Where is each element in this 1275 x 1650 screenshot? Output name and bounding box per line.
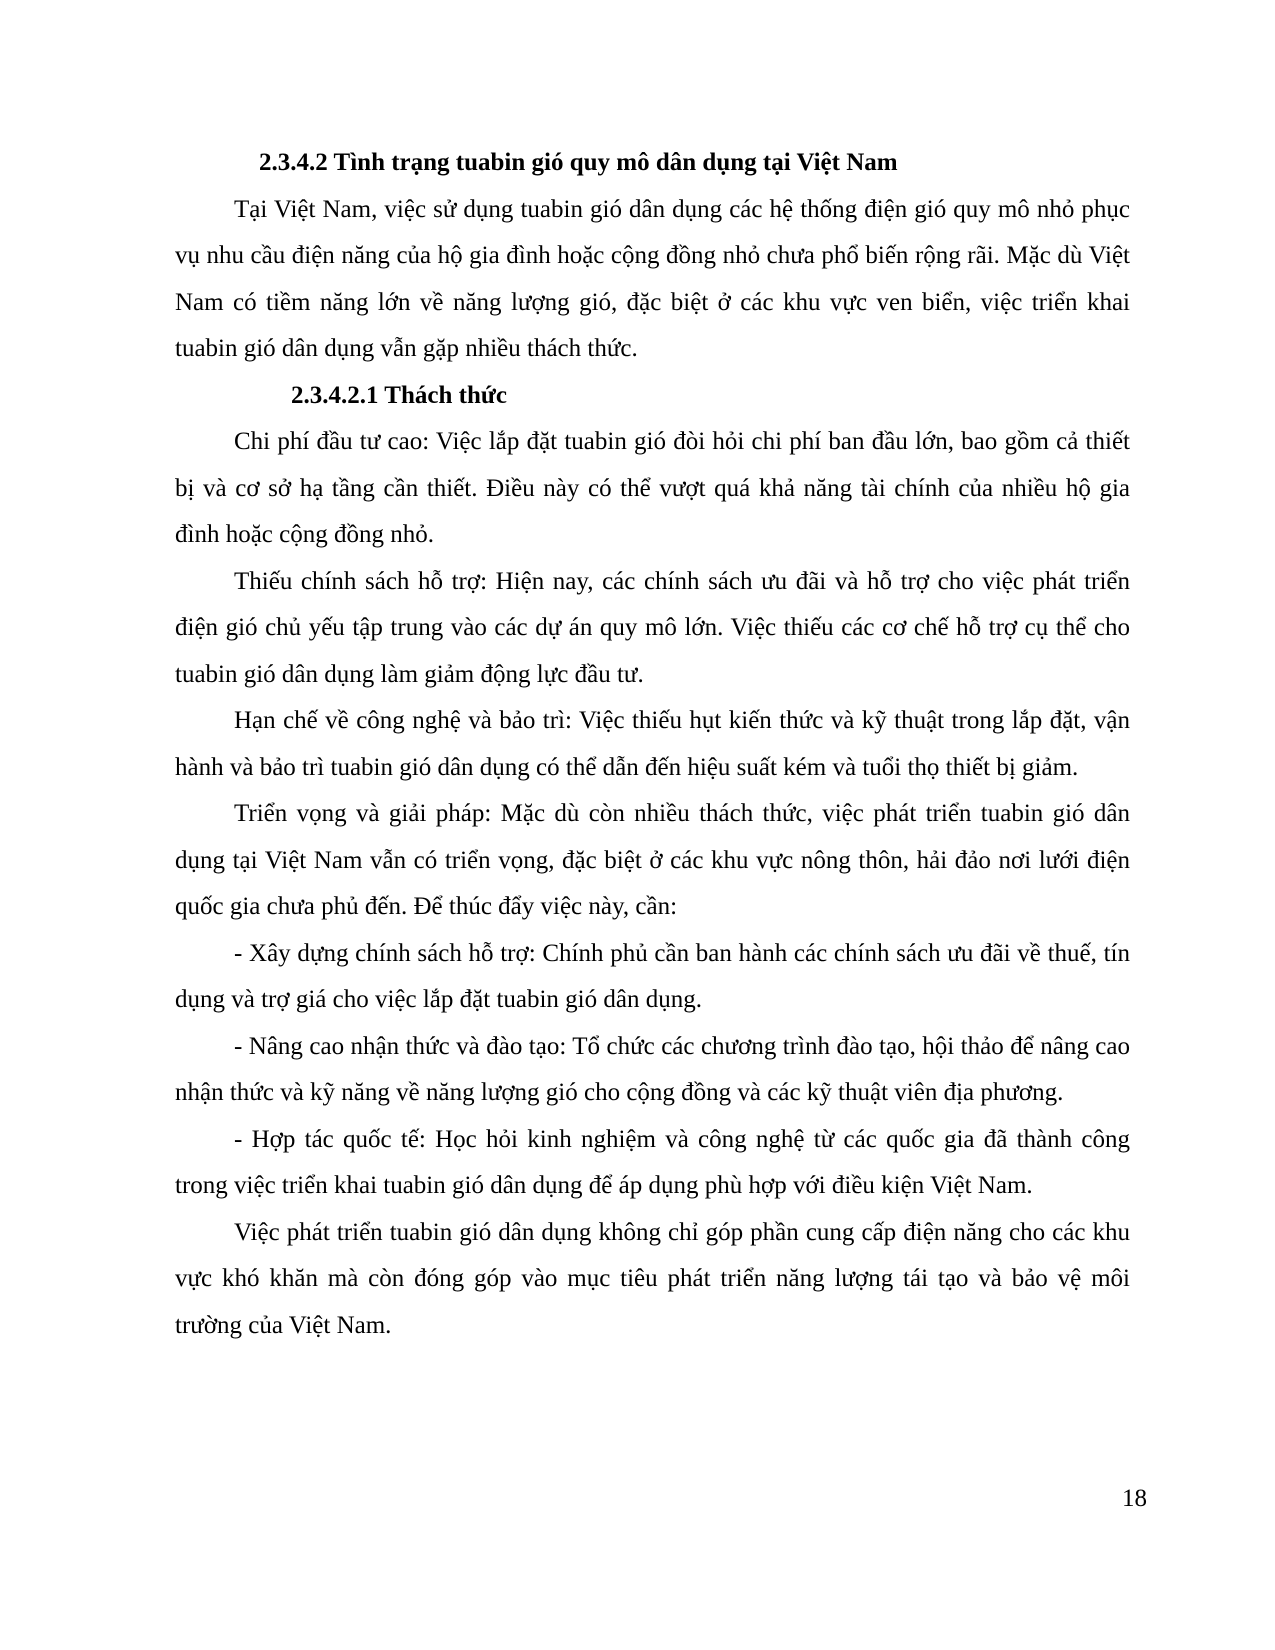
paragraph-awareness-training: - Nâng cao nhận thức và đào tạo: Tổ chức các chương trình đào tạo, hội thảo để nâng cao nhận thức và kỹ năng về năng lượng gió cho cộng đồng và các kỹ thuật viên địa phương. xyxy=(175,1032,1130,1106)
section-heading: 2.3.4.2 Tình trạng tuabin gió quy mô dân dụng tại Việt Nam xyxy=(259,149,898,176)
subsection-heading: 2.3.4.2.1 Thách thức xyxy=(291,381,507,409)
paragraph-policy-building: - Xây dựng chính sách hỗ trợ: Chính phủ cần ban hành các chính sách ưu đãi về thuế, tín dụng và trợ giá cho việc lắp đặt tuabin gió dân dụng. xyxy=(175,939,1130,1013)
paragraph-policy-support: Thiếu chính sách hỗ trợ: Hiện nay, các chính sách ưu đãi và hỗ trợ cho việc phát triển điện gió chủ yếu tập trung vào các dự án quy mô lớn. Việc thiếu các cơ chế hỗ trợ cụ thể cho tuabin gió dân dụng làm giảm động lực đầu tư. xyxy=(175,567,1130,688)
paragraph-conclusion: Việc phát triển tuabin gió dân dụng không chỉ góp phần cung cấp điện năng cho các khu vực khó khăn mà còn đóng góp vào mục tiêu phát triển năng lượng tái tạo và bảo vệ môi trường của Việt Nam. xyxy=(175,1218,1130,1339)
page-number: 18 xyxy=(1122,1485,1147,1512)
intro-paragraph: Tại Việt Nam, việc sử dụng tuabin gió dân dụng các hệ thống điện gió quy mô nhỏ phục vụ nhu cầu điện năng của hộ gia đình hoặc cộng đồng nhỏ chưa phổ biến rộng rãi. Mặc dù Việt Nam có tiềm năng lớn về năng lượng gió, đặc biệt ở các khu vực ven biển, việc triển khai tuabin gió dân dụng vẫn gặp nhiều thách thức. xyxy=(175,195,1130,362)
paragraph-international-cooperation: - Hợp tác quốc tế: Học hỏi kinh nghiệm và công nghệ từ các quốc gia đã thành công trong việc triển khai tuabin gió dân dụng để áp dụng phù hợp với điều kiện Việt Nam. xyxy=(175,1125,1130,1199)
paragraph-technology-maintenance: Hạn chế về công nghệ và bảo trì: Việc thiếu hụt kiến thức và kỹ thuật trong lắp đặt, vận hành và bảo trì tuabin gió dân dụng có thể dẫn đến hiệu suất kém và tuổi thọ thiết bị giảm. xyxy=(175,707,1130,781)
paragraph-prospects-solutions: Triển vọng và giải pháp: Mặc dù còn nhiều thách thức, việc phát triển tuabin gió dân dụng tại Việt Nam vẫn có triển vọng, đặc biệt ở các khu vực nông thôn, hải đảo nơi lưới điện quốc gia chưa phủ đến. Để thúc đẩy việc này, cần: xyxy=(175,800,1130,920)
paragraph-investment-cost: Chi phí đầu tư cao: Việc lắp đặt tuabin gió đòi hỏi chi phí ban đầu lớn, bao gồm cả thiết bị và cơ sở hạ tầng cần thiết. Điều này có thể vượt quá khả năng tài chính của nhiều hộ gia đình hoặc cộng đồng nhỏ. xyxy=(175,428,1130,548)
page-content xyxy=(175,140,1130,1349)
